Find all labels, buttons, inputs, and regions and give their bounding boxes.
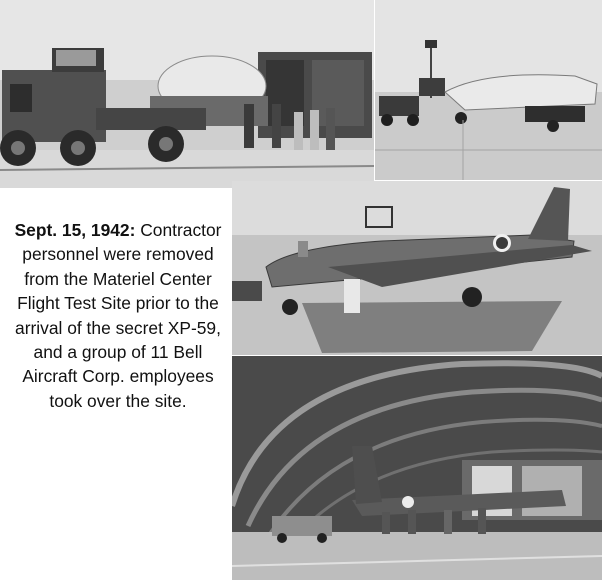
photo-xp59-ramp	[232, 181, 602, 355]
caption-body: Contractor personnel were removed from the Materiel Center Flight Test Site prior to the arrival of the secret XP-59, and a group of 11 Bell Aircraft Corp. employees took over the site.	[15, 220, 222, 411]
photo-covered-aircraft	[375, 0, 602, 180]
photo-truck-transport	[0, 0, 374, 188]
photo-xp59-hangar	[232, 356, 602, 580]
caption-date-heading: Sept. 15, 1942:	[14, 220, 136, 240]
caption-text	[14, 218, 222, 413]
